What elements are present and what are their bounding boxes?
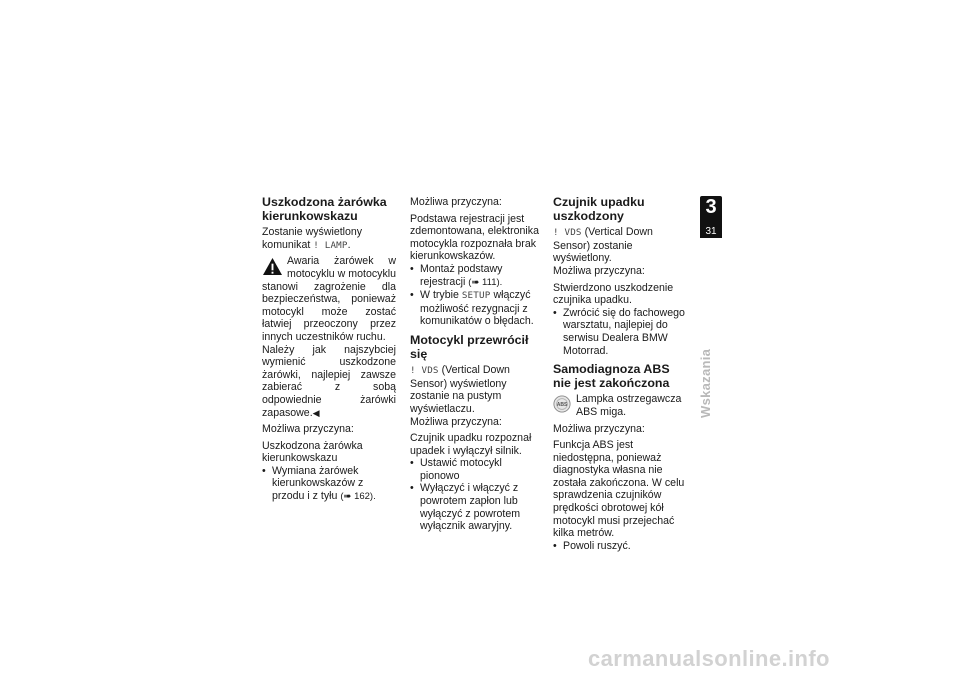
end-mark-icon: ◀	[312, 407, 320, 418]
column-1	[262, 196, 396, 508]
cause-text: Stwierdzono uszkodzenie czujnika upadku.	[553, 281, 674, 307]
action-list	[553, 307, 687, 357]
column-3	[553, 196, 687, 556]
section-heading-tipped-over: Motocykl przewrócił się	[410, 332, 529, 361]
cause-label: Możliwa przyczyna:	[410, 196, 502, 208]
chapter-number: 3	[705, 196, 717, 218]
list-item: • Montaż podstawy rejestracji (➠ 111).	[410, 263, 544, 289]
cause-text: Podstawa rejestracji jest zdemontowana, elektronika motocykla rozpoznała brak kierunkowskazów.	[410, 212, 539, 263]
section-side-label: Wskazania	[698, 348, 713, 418]
status-line: Zostanie wyświetlony komunikat ! LAMP.	[262, 226, 363, 251]
vds-status: ! VDS (Vertical Down Sensor) wyświetlony zostanie na pustym wyświetlaczu.	[410, 364, 510, 415]
abs-warning-lamp-icon	[553, 395, 571, 413]
list-item: • W trybie SETUP włączyć możliwość rezygnacji z komunikatów o błędach.	[410, 289, 544, 328]
vds-status: ! VDS (Vertical Down Sensor) zostanie wyświetlony.	[553, 226, 653, 265]
section-heading-turn-signal: Uszkodzona żarówka kierunkowskazu	[262, 195, 387, 223]
cause-label: Możliwa przyczyna:	[553, 422, 645, 435]
page-reference: (➠ 111).	[468, 276, 503, 288]
cause-text: Uszkodzona żarówka kierunkowskazu	[262, 439, 363, 465]
warning-block	[262, 255, 396, 419]
page-reference: (➠ 162).	[340, 491, 376, 503]
warning-triangle-icon	[262, 257, 283, 276]
list-item: • Wymiana żarówek kierunkowskazów z przodu i z tyłu (➠ 162).	[262, 465, 396, 504]
action-list	[410, 263, 544, 328]
column-2	[410, 196, 544, 537]
cause-label: Możliwa przyczyna:	[410, 415, 502, 428]
watermark: carmanualsonline.info	[588, 646, 830, 671]
cause-label: Możliwa przyczyna:	[553, 264, 645, 277]
abs-icon-label: ABS	[556, 402, 568, 409]
warning-text-2: Należy jak najszybciej wymienić uszkodzone żarówki, najlepiej zawsze zabierać z sobą odpowiednie żarówki zapasowe.◀	[262, 343, 396, 419]
page-number: 31	[700, 226, 722, 238]
vds-code: ! VDS	[410, 365, 439, 377]
status-code: ! LAMP	[313, 239, 348, 251]
list-item: • Powoli ruszyć.	[553, 540, 687, 553]
vds-code: ! VDS	[553, 227, 582, 239]
abs-lamp-text: Lampka ostrzegawcza ABS miga.	[576, 393, 682, 418]
abs-indicator-block	[553, 393, 687, 418]
cause-text: Czujnik upadku rozpoznał upadek i wyłączył silnik.	[410, 432, 532, 457]
section-heading-abs-selftest: Samodiagnoza ABS nie jest zakończona	[553, 362, 670, 390]
action-list	[553, 540, 687, 553]
action-list	[262, 465, 396, 504]
cause-text: Funkcja ABS jest niedostępna, ponieważ diagnostyka własna nie została zakończona. W celu sprawdzenia czujników prędkości obrotowej kół motocykl musi przejechać kilka metrów.	[553, 439, 685, 540]
list-item: • Ustawić motocykl pionowo	[410, 457, 544, 482]
warning-text: Awaria żarówek w motocyklu w motocyklu stanowi zagrożenie dla bezpieczeństwa, ponieważ motocykl może zostać łatwiej przeoczony przez innych uczestników ruchu.	[262, 255, 396, 343]
action-list	[410, 457, 544, 533]
cause-label: Możliwa przyczyna:	[262, 423, 354, 436]
list-item: • Zwrócić się do fachowego warsztatu, najlepiej do serwisu Dealera BMW Motorrad.	[553, 307, 687, 357]
section-heading-sensor-fault: Czujnik upadku uszkodzony	[553, 195, 645, 223]
list-item: • Wyłączyć i włączyć z powrotem zapłon lub wyłączyć z powrotem wyłącznik awaryjny.	[410, 482, 544, 532]
setup-code: SETUP	[461, 290, 491, 302]
